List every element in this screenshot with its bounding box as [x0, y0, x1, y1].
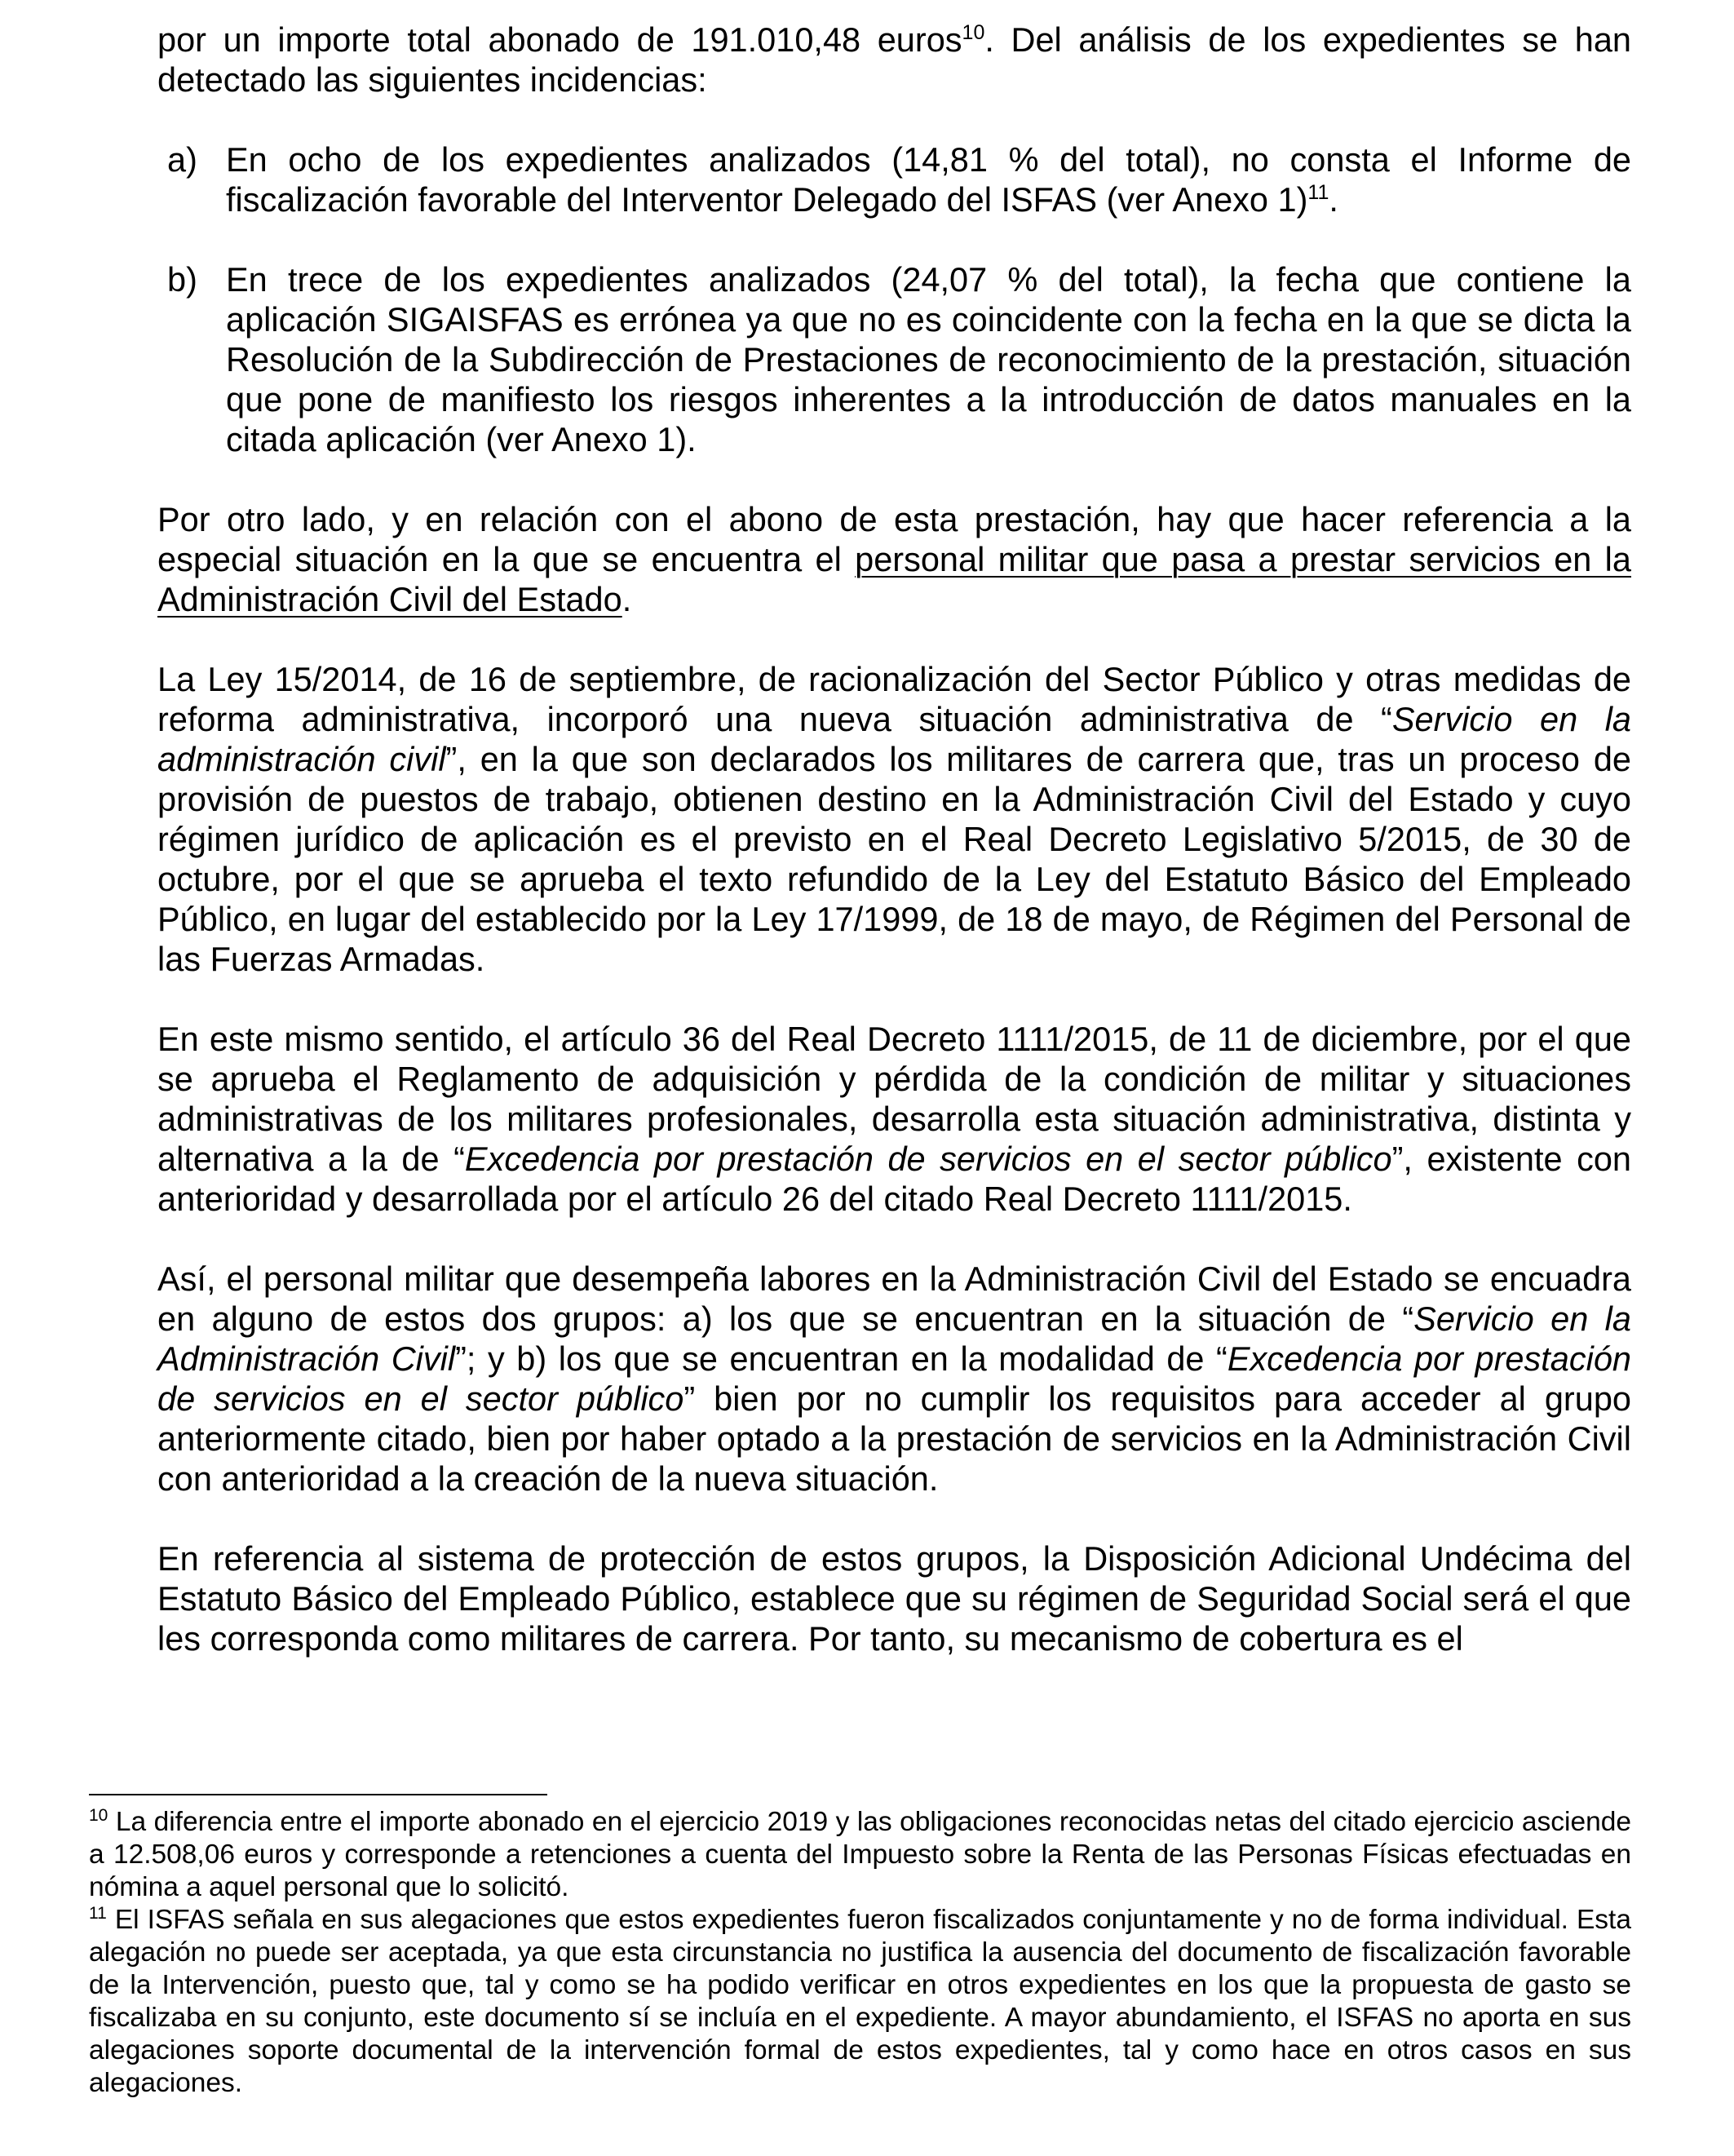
list-marker-a: a) [167, 140, 197, 179]
paragraph-real-decreto: En este mismo sentido, el artículo 36 del Real Decreto 1111/2015, de 11 de diciembre, por el que se aprueba el Reglamento de adquisición y pérdida de la condición de militar y situaciones administrativas de los militares profesionales, desarrolla esta situación administrativa, distinta y alternativa a la de “Excedencia por prestación de servicios en el sector público”, existente con anterioridad y desarrollada por el artículo 26 del citado Real Decreto 1111/2015. [157, 1020, 1632, 1218]
paragraph-personal-militar: Por otro lado, y en relación con el abono de esta prestación, hay que hacer referencia a la especial situación en la que se encuentra el personal militar que pasa a prestar servicios en la Administración Civil del Estado. [157, 500, 1631, 618]
list-item-b: b) En trece de los expedientes analizados (24,07 % del total), la fecha que contiene la aplicación SIGAISFAS es errónea ya que no es coincidente con la fecha en la que se dicta la Resolución de la Subdirección de Prestaciones de reconocimiento de la prestación, situación que pone de manifiesto los riesgos inherentes a la introducción de datos manuales en la citada aplicación (ver Anexo 1). [167, 260, 1631, 458]
footnote-number: 11 [89, 1903, 107, 1923]
italic-term: Servicio en la administración civil [157, 700, 1631, 778]
footnote-ref-10[interactable]: 10 [962, 21, 985, 45]
paragraph-ley-15-2014: La Ley 15/2014, de 16 de septiembre, de racionalización del Sector Público y otras medidas de reforma administrativa, incorporó una nueva situación administrativa de “Servicio en la administración civil”, en la que son declarados los militares de carrera que, tras un proceso de provisión de puestos de trabajo, obtienen destino en la Administración Civil del Estado y cuyo régimen jurídico de aplicación es el previsto en el Real Decreto Legislativo 5/2015, de 30 de octubre, por el que se aprueba el texto refundido de la Ley del Estatuto Básico del Empleado Público, en lugar del establecido por la Ley 17/1999, de 18 de mayo, de Régimen del Personal de las Fuerzas Armadas. [157, 660, 1631, 978]
paragraph-grupos: Así, el personal militar que desempeña labores en la Administración Civil del Estado se encuadra en alguno de estos dos grupos: a) los que se encuentran en la situación de “Servicio en la Administración Civil”; y b) los que se encuentran en la modalidad de “Excedencia por prestación de servicios en el sector público” bien por no cumplir los requisitos para acceder al grupo anteriormente citado, bien por haber optado a la prestación de servicios en la Administración Civil con anterioridad a la creación de la nueva situación. [157, 1260, 1631, 1498]
underlined-phrase: personal militar que pasa a prestar servicios en la Administración Civil del Estado [157, 540, 1631, 618]
paragraph-importe-abonado: por un importe total abonado de 191.010,48 euros$^{10}$. Del análisis de los expedientes se han detectado las siguientes incidencias: [157, 20, 1631, 99]
italic-term: Excedencia por prestación de servicios en el sector público [157, 1339, 1631, 1418]
list-marker-b: b) [167, 260, 197, 299]
paragraph-proteccion: En referencia al sistema de protección de estos grupos, la Disposición Adicional Undécima del Estatuto Básico del Empleado Público, establece que su régimen de Seguridad Social será el que les corresponda como militares de carrera. Por tanto, su mecanismo de cobertura es el [157, 1539, 1631, 1658]
italic-term: Excedencia por prestación de servicios en el sector público [464, 1140, 1392, 1178]
main-text [157, 20, 1631, 1658]
footnote-number: 10 [89, 1805, 108, 1825]
italic-term: Servicio en la Administración Civil [157, 1299, 1631, 1378]
footnote-11: $^{11}$ El ISFAS señala en sus alegaciones que estos expedientes fueron fiscalizados conjuntamente y no de forma individual. Esta alegación no puede ser aceptada, ya que esta circunstancia no justifica la ausencia del documento de fiscalización favorable de la Intervención, puesto que, tal y como se ha podido verificar en otros expedientes en los que la propuesta de gasto se fiscalizaba en su conjunto, este documento sí se incluía en el expediente. A mayor abundamiento, el ISFAS no aporta en sus alegaciones soporte documental de la intervención formal de estos expedientes, tal y como hace en otros casos en sus alegaciones. [89, 1903, 1631, 2098]
list-item-a: a) En ocho de los expedientes analizados (14,81 % del total), no consta el Informe de fiscalización favorable del Interventor Delegado del ISFAS (ver Anexo 1)$^{11}$. [167, 140, 1631, 219]
footnote-ref-11[interactable]: 11 [1307, 181, 1329, 205]
footnote-10: $^{10}$ La diferencia entre el importe abonado en el ejercicio 2019 y las obligaciones reconocidas netas del citado ejercicio asciende a 12.508,06 euros y corresponde a retenciones a cuenta del Impuesto sobre la Renta de las Personas Físicas efectuadas en nómina a aquel personal que lo solicitó. [89, 1805, 1631, 1902]
footnote-separator [89, 1794, 547, 1795]
footnotes [89, 1806, 1631, 2100]
